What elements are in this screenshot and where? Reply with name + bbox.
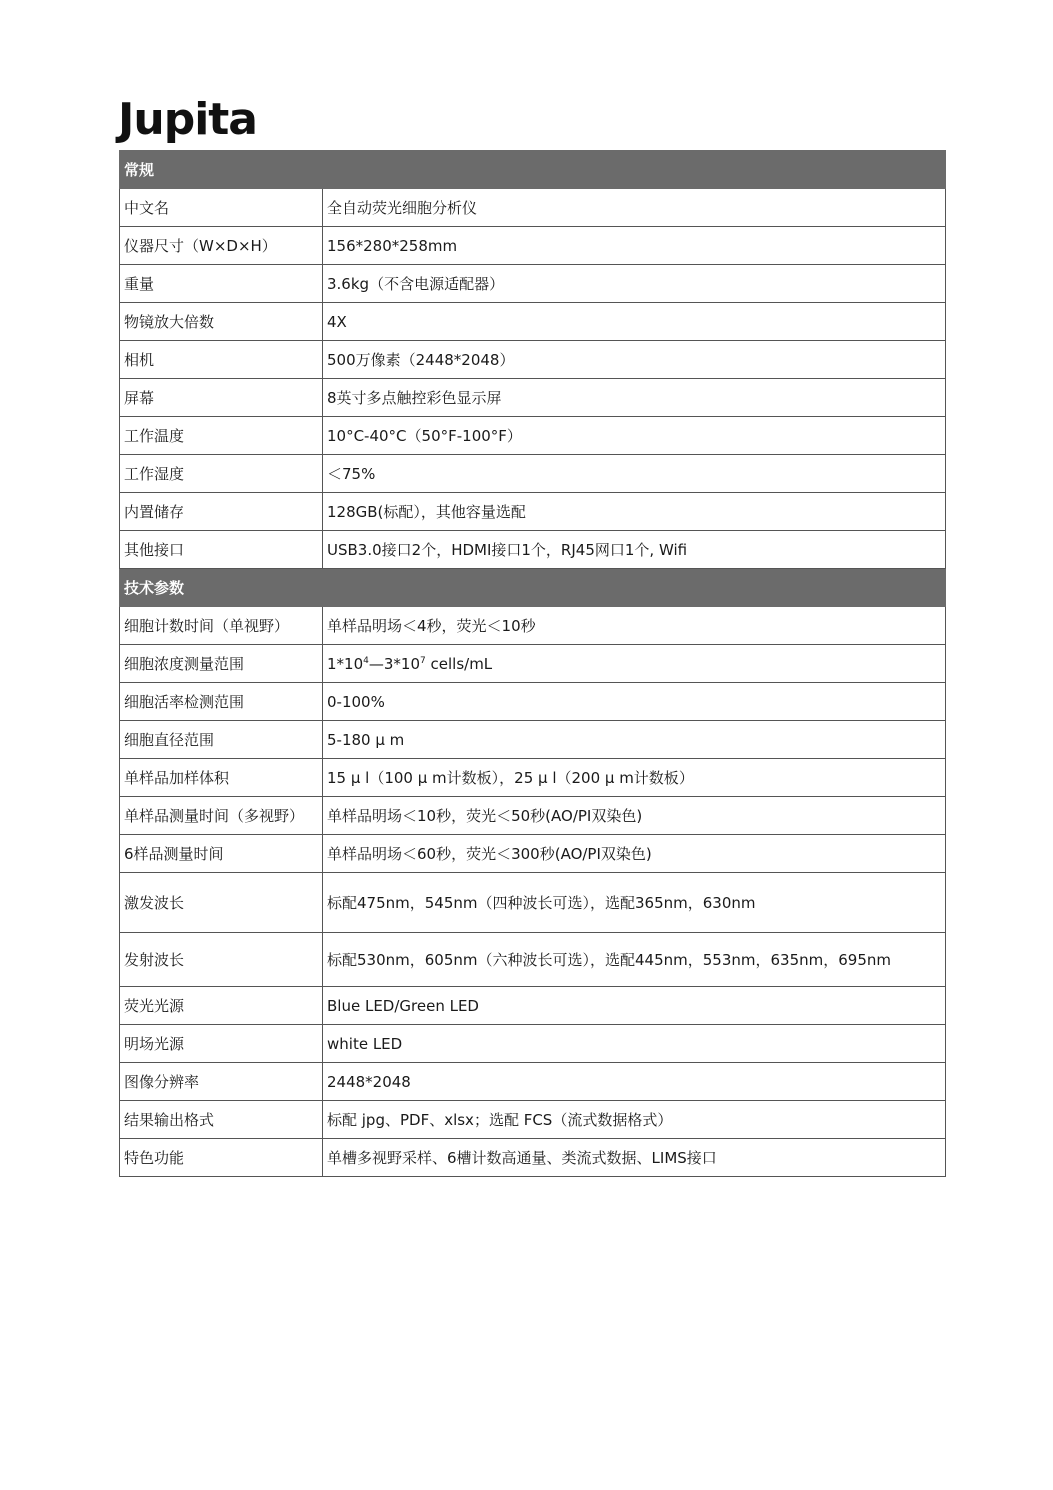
spec-label: 细胞直径范围 [120, 721, 323, 759]
spec-label: 明场光源 [120, 1025, 323, 1063]
table-row [120, 1101, 946, 1139]
table-row [120, 797, 946, 835]
table-row [120, 265, 946, 303]
table-row [120, 933, 946, 987]
value-part: —3*10 [368, 654, 421, 673]
spec-value: 全自动荧光细胞分析仪 [323, 189, 946, 227]
spec-value: 8英寸多点触控彩色显示屏 [323, 379, 946, 417]
table-row [120, 531, 946, 569]
spec-value: 单槽多视野采样、6槽计数高通量、类流式数据、LIMS接口 [323, 1139, 946, 1177]
spec-label: 工作湿度 [120, 455, 323, 493]
section-header-general [120, 151, 946, 189]
spec-value: 128GB(标配），其他容量选配 [323, 493, 946, 531]
spec-label: 其他接口 [120, 531, 323, 569]
spec-value: 0-100% [323, 683, 946, 721]
table-row [120, 303, 946, 341]
spec-label: 仪器尺寸（W×D×H） [120, 227, 323, 265]
spec-label: 发射波长 [120, 933, 323, 987]
spec-label: 单样品加样体积 [120, 759, 323, 797]
table-row [120, 227, 946, 265]
spec-value: 15 μ l（100 μ m计数板），25 μ l（200 μ m计数板） [323, 759, 946, 797]
table-row [120, 987, 946, 1025]
spec-label: 细胞活率检测范围 [120, 683, 323, 721]
spec-label: 细胞浓度测量范围 [120, 645, 323, 683]
spec-value: 156*280*258mm [323, 227, 946, 265]
spec-value: 3.6kg（不含电源适配器） [323, 265, 946, 303]
table-row [120, 1025, 946, 1063]
spec-value: ＜75% [323, 455, 946, 493]
spec-label: 工作温度 [120, 417, 323, 455]
spec-label: 中文名 [120, 189, 323, 227]
spec-value-concentration [323, 645, 946, 683]
spec-label: 细胞计数时间（单视野） [120, 607, 323, 645]
spec-value: 500万像素（2448*2048） [323, 341, 946, 379]
spec-value: 单样品明场＜10秒，荧光＜50秒(AO/PI双染色) [323, 797, 946, 835]
spec-label: 单样品测量时间（多视野） [120, 797, 323, 835]
section-title: 技术参数 [120, 569, 946, 607]
spec-value: 4X [323, 303, 946, 341]
exponent: 4 [363, 655, 369, 666]
spec-value: 单样品明场＜60秒，荧光＜300秒(AO/PI双染色) [323, 835, 946, 873]
section-header-tech [120, 569, 946, 607]
section-title: 常规 [120, 151, 946, 189]
spec-value: 2448*2048 [323, 1063, 946, 1101]
table-row [120, 455, 946, 493]
spec-label: 相机 [120, 341, 323, 379]
spec-label: 结果输出格式 [120, 1101, 323, 1139]
spec-table [119, 150, 946, 1177]
spec-label: 激发波长 [120, 873, 323, 933]
table-row [120, 1139, 946, 1177]
exponent: 7 [420, 655, 426, 666]
spec-label: 内置储存 [120, 493, 323, 531]
value-part: cells/mL [425, 654, 493, 673]
table-row [120, 341, 946, 379]
spec-label: 物镜放大倍数 [120, 303, 323, 341]
spec-value: 单样品明场＜4秒，荧光＜10秒 [323, 607, 946, 645]
table-row [120, 645, 946, 683]
table-row [120, 607, 946, 645]
table-row [120, 683, 946, 721]
spec-value: 标配475nm，545nm（四种波长可选），选配365nm，630nm [323, 873, 946, 933]
spec-value: 标配 jpg、PDF、xlsx；选配 FCS（流式数据格式） [323, 1101, 946, 1139]
table-row [120, 189, 946, 227]
spec-label: 屏幕 [120, 379, 323, 417]
brand-logo: Jupita [118, 94, 257, 145]
table-row [120, 379, 946, 417]
spec-label: 图像分辨率 [120, 1063, 323, 1101]
spec-label: 6样品测量时间 [120, 835, 323, 873]
table-row [120, 493, 946, 531]
table-row [120, 1063, 946, 1101]
spec-value: 5-180 μ m [323, 721, 946, 759]
spec-value: 10°C-40°C（50°F-100°F） [323, 417, 946, 455]
spec-label: 特色功能 [120, 1139, 323, 1177]
spec-label: 重量 [120, 265, 323, 303]
table-row [120, 759, 946, 797]
spec-value: 标配530nm，605nm（六种波长可选），选配445nm，553nm，635nm，695nm [323, 933, 946, 987]
table-row [120, 835, 946, 873]
value-part: 1*10 [327, 654, 364, 673]
spec-value: white LED [323, 1025, 946, 1063]
spec-label: 荧光光源 [120, 987, 323, 1025]
spec-value: Blue LED/Green LED [323, 987, 946, 1025]
table-row [120, 873, 946, 933]
spec-value: USB3.0接口2个，HDMI接口1个，RJ45网口1个, Wifi [323, 531, 946, 569]
table-row [120, 417, 946, 455]
table-row [120, 721, 946, 759]
